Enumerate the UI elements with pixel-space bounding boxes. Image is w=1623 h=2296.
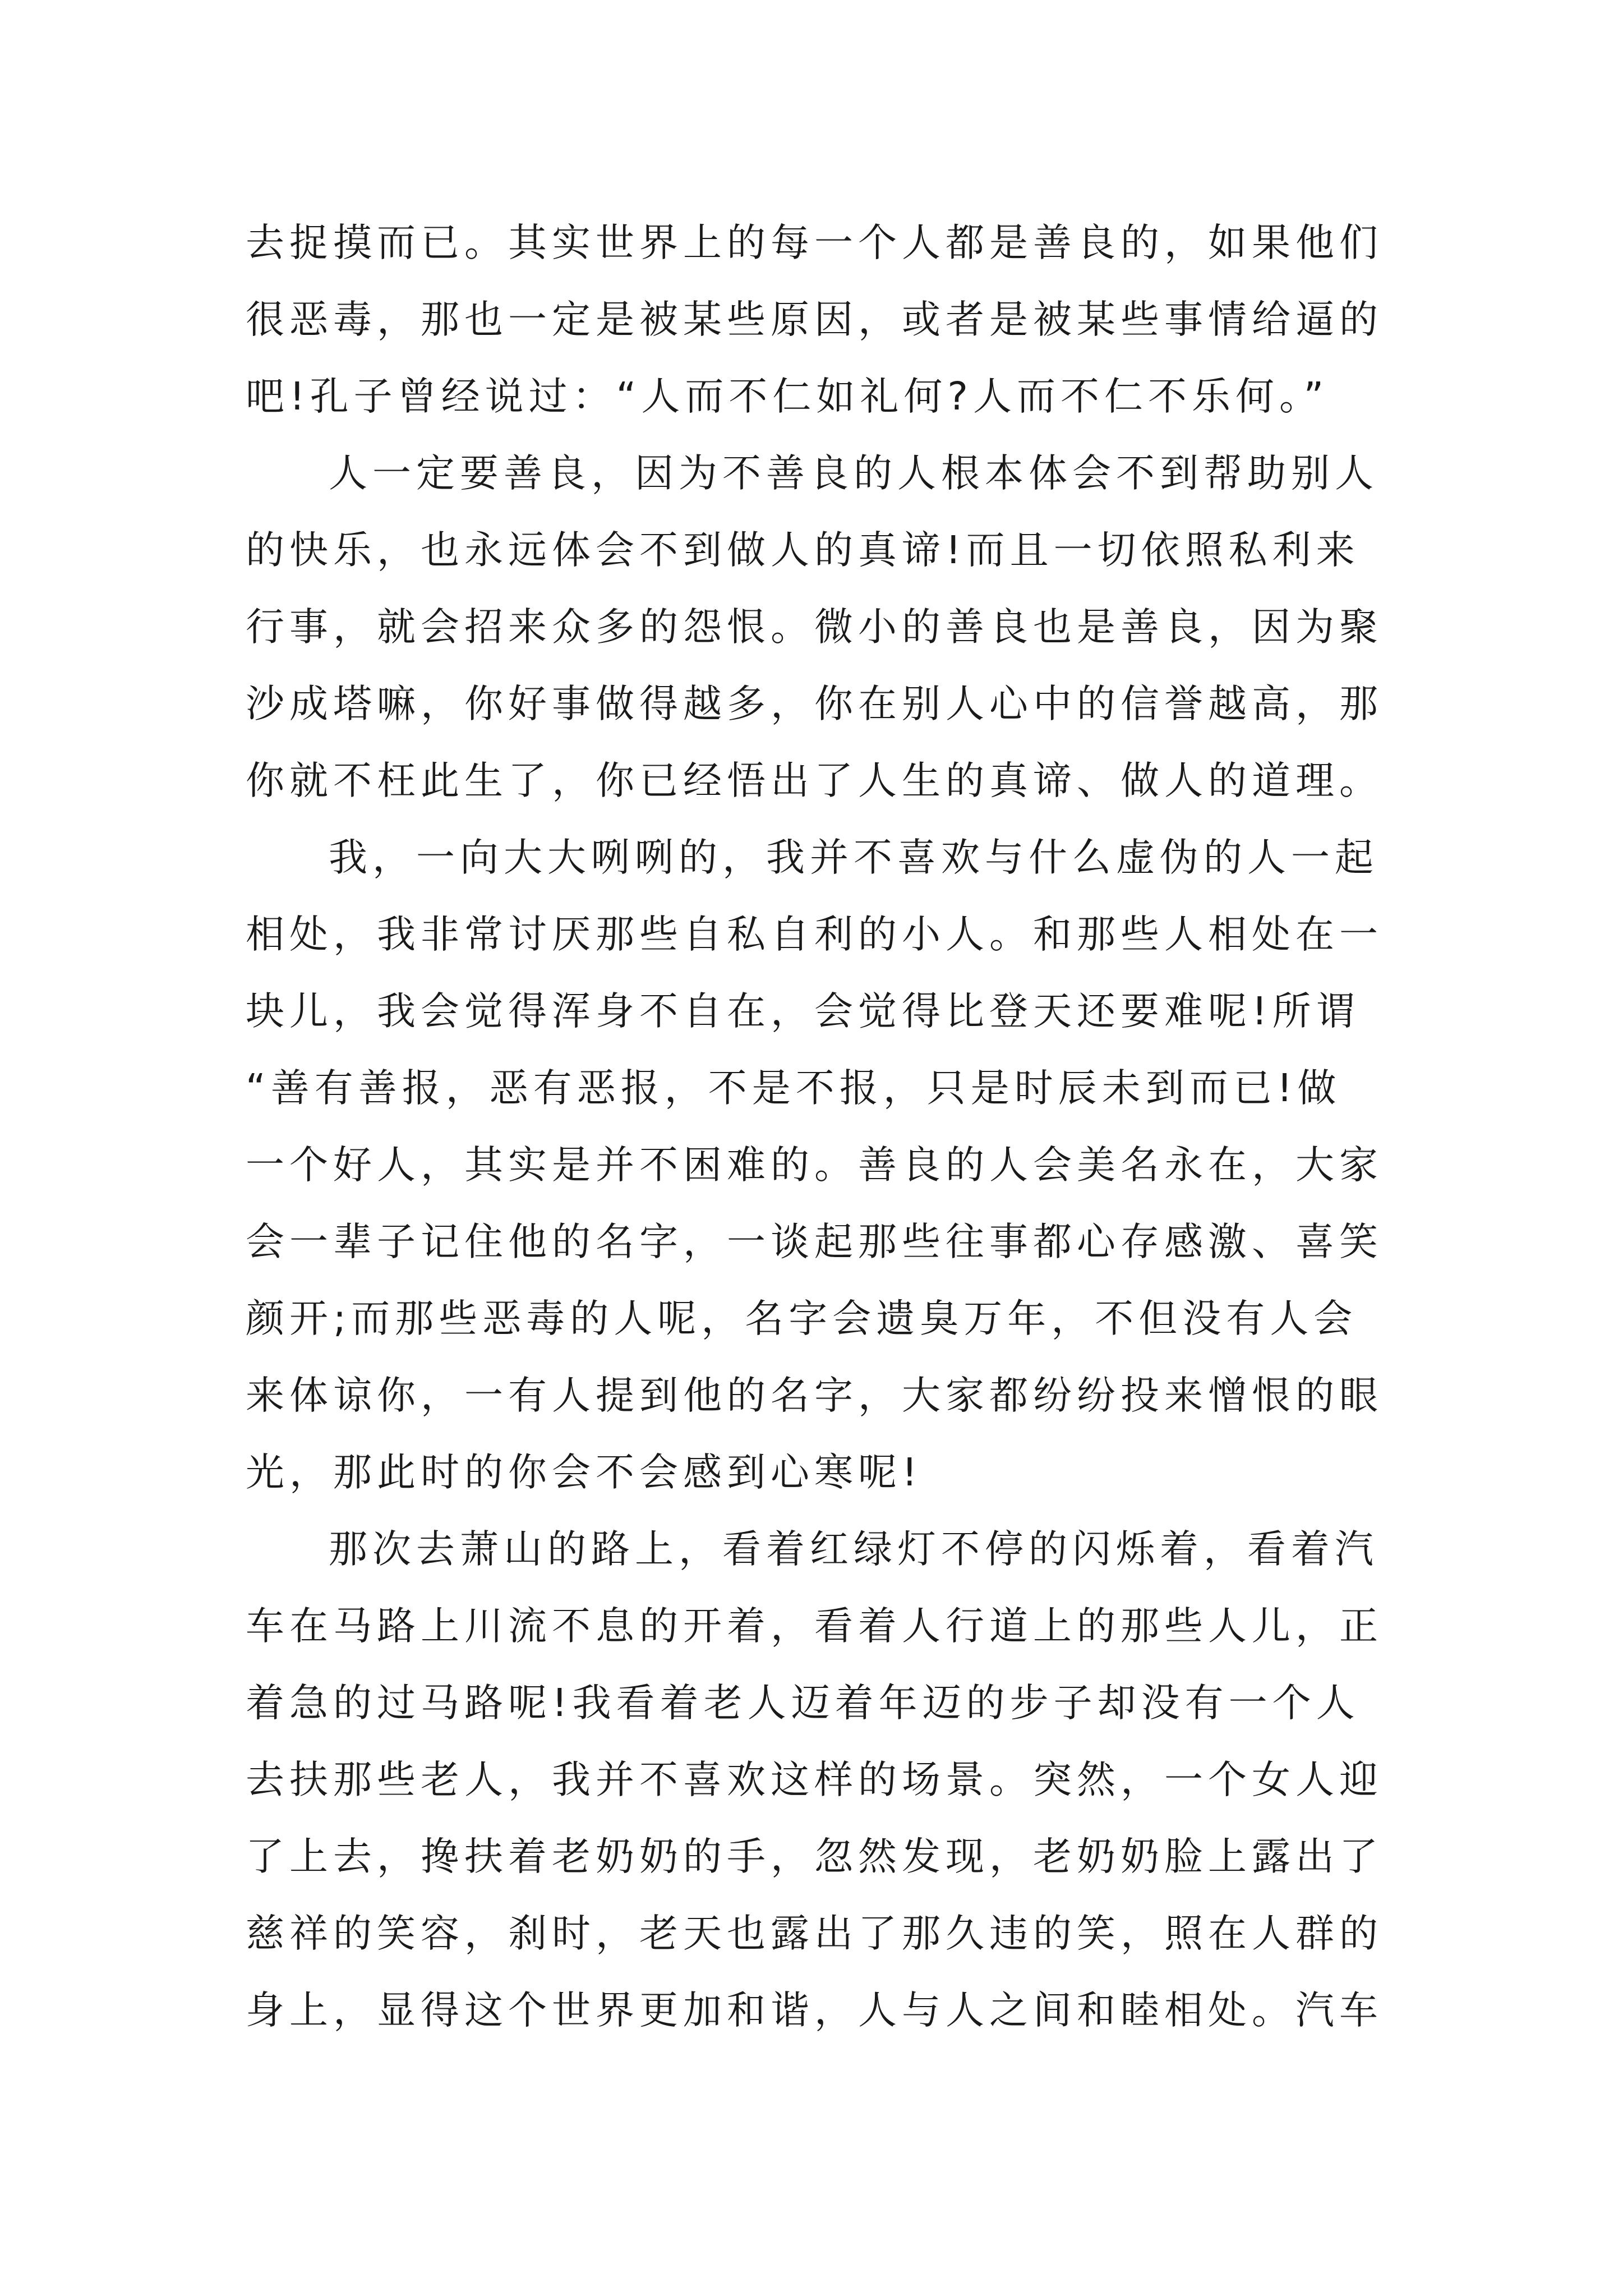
text-line: 相处，我非常讨厌那些自私自利的小人。和那些人相处在一: [246, 912, 1383, 957]
text-line: 的快乐，也永远体会不到做人的真谛!而且一切依照私利来: [246, 528, 1360, 573]
text-line: 颜开;而那些恶毒的人呢，名字会遗臭万年，不但没有人会: [246, 1296, 1358, 1341]
text-line: 来体谅你，一有人提到他的名字，大家都纷纷投来憎恨的眼: [246, 1373, 1383, 1418]
text-line: 你就不枉此生了，你已经悟出了人生的真谛、做人的道理。: [246, 758, 1383, 803]
text-line: “善有善报，恶有恶报，不是不报，只是时辰未到而已!做: [246, 1066, 1341, 1111]
paragraph-first-line: 人一定要善良，因为不善良的人根本体会不到帮助别人: [329, 451, 1378, 496]
text-line: 块儿，我会觉得浑身不自在，会觉得比登天还要难呢!所谓: [246, 989, 1360, 1034]
text-line: 光，那此时的你会不会感到心寒呢!: [246, 1450, 923, 1495]
text-line: 会一辈子记住他的名字，一谈起那些往事都心存感激、喜笑: [246, 1220, 1383, 1264]
text-line: 车在马路上川流不息的开着，看着人行道上的那些人儿，正: [246, 1604, 1383, 1649]
text-line: 很恶毒，那也一定是被某些原因，或者是被某些事情给逼的: [246, 297, 1383, 342]
paragraph-first-line: 我，一向大大咧咧的，我并不喜欢与什么虚伪的人一起: [329, 835, 1378, 880]
text-line: 沙成塔嘛，你好事做得越多，你在别人心中的信誉越高，那: [246, 682, 1383, 726]
text-line: 去扶那些老人，我并不喜欢这样的场景。突然，一个女人迎: [246, 1757, 1383, 1802]
text-line: 了上去，搀扶着老奶奶的手，忽然发现，老奶奶脸上露出了: [246, 1834, 1383, 1879]
text-line: 行事，就会招来众多的怨恨。微小的善良也是善良，因为聚: [246, 605, 1383, 650]
text-line: 着急的过马路呢!我看着老人迈着年迈的步子却没有一个人: [246, 1681, 1360, 1726]
text-line: 去捉摸而已。其实世界上的每一个人都是善良的，如果他们: [246, 220, 1383, 265]
text-line: 身上，显得这个世界更加和谐，人与人之间和睦相处。汽车: [246, 1988, 1383, 2033]
document-body: [246, 205, 1390, 2049]
text-line: 吧!孔子曾经说过：“人而不仁如礼何?人而不仁不乐何。”: [246, 374, 1329, 419]
text-line: 一个好人，其实是并不困难的。善良的人会美名永在，大家: [246, 1143, 1383, 1188]
paragraph-first-line: 那次去萧山的路上，看着红绿灯不停的闪烁着，看着汽: [329, 1527, 1378, 1572]
text-line: 慈祥的笑容，刹时，老天也露出了那久违的笑，照在人群的: [246, 1911, 1383, 1956]
